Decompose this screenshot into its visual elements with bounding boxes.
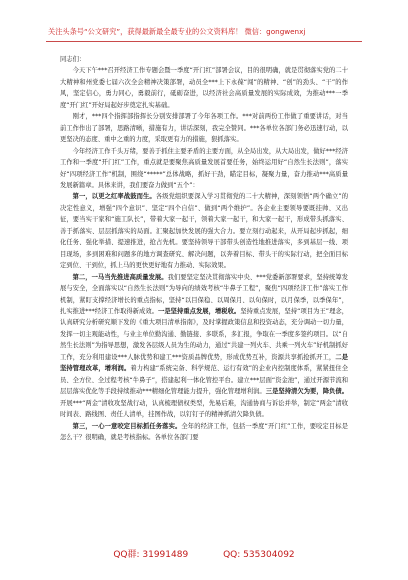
qq-label: QQ: 535304092: [223, 550, 295, 560]
section-heading-1: 第一，以更之红率战鼓而生。: [72, 193, 156, 201]
paragraph-6-text: 全年的经济工作，包括一季度“开门红”工作，要咬定目标是怎么干？很明确，就是考核指标。各单位各部门要: [60, 422, 348, 441]
sub-heading-1: 一是坚持重点发展，增税收。: [158, 307, 241, 315]
document-body: [60, 54, 348, 524]
qq-group-label: QQ群: 31991489: [113, 550, 189, 560]
salutation: 同志们：: [60, 56, 86, 63]
section-heading-2: 第二，一马当先推进高质量发展。: [72, 273, 168, 281]
sub-heading-2: 二是坚持管理改革，增利润。: [60, 353, 348, 373]
paragraph-4-text: 各级党组织要深入学习贯彻党的二十大精神，深刻领悟“两个确立”的决定性意义，增强“四个意识”、坚定“四个自信”、做到“两个维护”。各企业主要领导要既挂帅、又出征，要当实干家和“施工队长”，带着大家一起干，领着大家一起干，和大家一起干，形成带头抓落实、善于抓落实、层层抓落实的局面。汇聚起加快发展的强大合力。要立刻行动起来，从开局起步抓起，细化任务、强化举措、提速推进，抢占先机。要坚持领导干部带头创造性地推进落实，多到基层一线、项目现场，多到困难和问题多的地方调查研究、解决问题，以奔着目标、带头干的实际行动，把全面目标定到位、干到位，抓上马的更快更好地有力推动、实际效果。: [60, 193, 348, 270]
paragraph-6: [60, 421, 348, 444]
header-banner[interactable]: 关注头条号“公文研究”，获得最新最全最专业的公文资料库！ 微信：gongwenxj: [48, 27, 306, 36]
paragraph-4: [60, 191, 348, 271]
paragraph-1: 今天下午***召开经济工作专题会暨一季度“开门红”部署会议，目的很明确，就是贯彻落实党的二十大精神和州党委七届六次全会精神决策部署，动员全***上下永葆“闯”的精神、“创”的劲头、“干”的作风，坚定信心，勇力同心，勇毅前行，砥砺奋进，以经济社会高质量发展的实际成效，为推动***一季度“开门红”开好局起好步奠定扎实基础。: [60, 67, 348, 109]
sub-heading-3: 三是坚持清欠为要，降负债。: [265, 388, 348, 396]
section-heading-3: 第三，一心一意咬定目标抓任务落实。: [72, 422, 182, 430]
paragraph-2: 刚才，***四个指挥部指挥长分别安排部署了今年各项工作。***对前两份工作做了重要讲话，对当前工作作出了部署，思路清晰，措施有力，讲话深刻，我完全赞同。***各单位各部门务必迅速行动，以更坚决的态度、重中之重的力度，采取更有力的措施，狠抓落实。: [60, 113, 348, 144]
paragraph-3: 今年经济工作千头万绪，要善于抓住主要矛盾的主要方面，从全局出发，从大局出发，做好***经济工作和一季度“开门红”工作，重点就是要聚焦高质量发展首要任务，始终运用好“自然生长法则”，落实好“四项经济工作”机制，围绕“*****”总体战略，抓好干劲，瞄定目标，凝聚力量，奋力推动***高质量发展新篇章。具体来讲，我们要奋力做到“五个”：: [60, 147, 348, 189]
paragraph-5: [60, 272, 348, 421]
footer-contacts: [0, 548, 408, 562]
paragraph-5-text: 我们要坚定坚决贯彻落实中央、***党委新部署要求，坚持统筹发展与安全，全面落实以“自然生长法则”为导向的绩效考核“牛鼻子工程”，聚焦“四项经济工作”落实工作机制，紧盯支撑经济增长的重点指标，坚持“以目保稳、以周保月、以旬保时，以月保季，以季保年”，扎实推进***经济工作取得新成效。一是坚持重点发展，增税收。坚持重点发展，坚持“项目为王”理念，认真研究分析研究顺下发的《重大项目清单指南》，及时掌握政策信息和投资动态，充分调动一切力量，发挥一切主观能动性，与业主单位勤沟通、勤链接、多联系，多汇报，争取在一季度多签约项目。以“自然生长法则”为指导思想，激发各层级人员为生的动力，通过“共建一列火车、共乘一列火车”好机制抓好工作，充分利用建设***人脉优势和建工***资质品牌优势，形成优势互补，资源共享抓抢抓开工，二是坚持管理改革，增利润。着力构建“系统完备、科学规范、运行有效”的企业内控制度体系，紧紧扭住全员、全方位、全过程考核“牛鼻子”，搭建起利一体化管控平台。建立***层面“资金池”，通过开源节流和层层落实优化等手段持续推动***精细化管理能力提升，强化管理增利润。三是坚持清欠为要，降负债。开展***“两金”清收攻坚战行动，认真梳理债权类型，先易后难，沟通协商与诉讼并举，制定“两金”清收时间表、路线图、责任人清单，挂图作战，以钉钉子的精神抓清欠降负债。: [60, 273, 348, 419]
header-rule: [46, 41, 362, 42]
